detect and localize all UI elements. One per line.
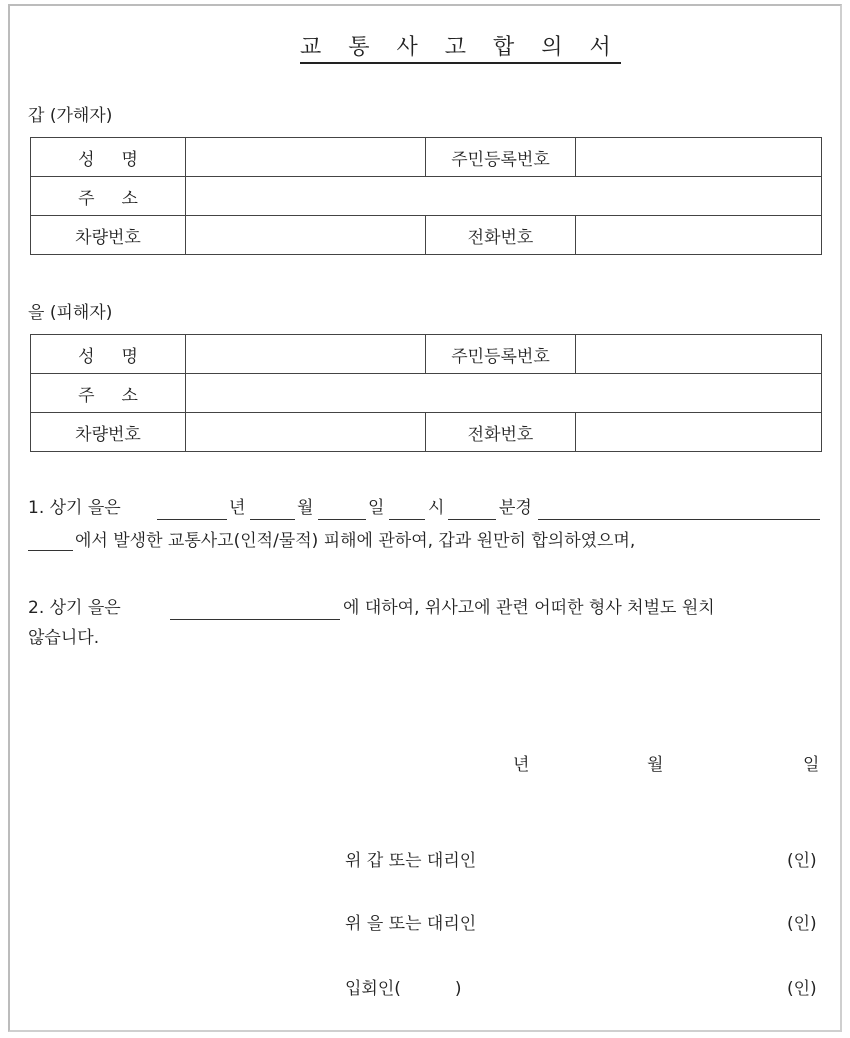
signature-party-b-label: 위 을 또는 대리인 <box>345 914 477 934</box>
party-a-id-label: 주민등록번호 <box>426 138 576 177</box>
party-b-phone-field[interactable] <box>576 413 822 452</box>
clause1-minute-label: 분경 <box>499 498 532 518</box>
clause1-line2: 에서 발생한 교통사고(인적/물적) 피해에 관하여, 갑과 원만히 합의하였으며, <box>75 531 636 551</box>
clause1-day-label: 일 <box>368 498 385 518</box>
party-a-vehicle-label: 차량번호 <box>31 216 186 255</box>
party-b-address-field[interactable] <box>186 374 822 413</box>
date-month-label: 월 <box>647 755 664 775</box>
document-title: 교 통 사 고 합 의 서 <box>300 30 621 64</box>
clause2-amount-blank[interactable] <box>170 619 340 620</box>
clause1-year-label: 년 <box>229 498 246 518</box>
signature-party-a-label: 위 갑 또는 대리인 <box>345 851 477 871</box>
party-a-table <box>30 137 822 255</box>
party-b-heading: 을 (피해자) <box>28 303 113 323</box>
party-a-name-label: 성 명 <box>31 138 186 177</box>
signature-party-b-seal[interactable]: (인) <box>787 914 817 934</box>
clause1-minute-blank[interactable] <box>448 519 496 520</box>
clause2-line2: 않습니다. <box>28 628 100 648</box>
signature-witness-label: 입회인( ) <box>345 979 462 999</box>
party-a-name-field[interactable] <box>186 138 426 177</box>
party-a-vehicle-field[interactable] <box>186 216 426 255</box>
clause2-suffix: 에 대하여, 위사고에 관련 어떠한 형사 처벌도 원치 <box>343 598 715 618</box>
party-b-id-field[interactable] <box>576 335 822 374</box>
clause1-place-blank[interactable] <box>538 519 820 520</box>
party-b-name-field[interactable] <box>186 335 426 374</box>
party-b-table <box>30 334 822 452</box>
party-b-phone-label: 전화번호 <box>426 413 576 452</box>
clause1-month-blank[interactable] <box>250 519 295 520</box>
party-b-name-label: 성 명 <box>31 335 186 374</box>
clause2-prefix: 2. 상기 을은 <box>28 598 121 618</box>
party-b-id-label: 주민등록번호 <box>426 335 576 374</box>
signature-witness-seal[interactable]: (인) <box>787 979 817 999</box>
party-a-heading: 갑 (가해자) <box>28 106 113 126</box>
clause1-month-label: 월 <box>297 498 314 518</box>
clause1-prefix: 1. 상기 을은 <box>28 498 121 518</box>
party-b-vehicle-field[interactable] <box>186 413 426 452</box>
party-b-vehicle-label: 차량번호 <box>31 413 186 452</box>
clause1-place-blank-cont[interactable] <box>28 550 73 551</box>
party-a-phone-field[interactable] <box>576 216 822 255</box>
clause1-hour-label: 시 <box>428 498 445 518</box>
clause1-year-blank[interactable] <box>157 519 227 520</box>
party-a-address-field[interactable] <box>186 177 822 216</box>
date-day-label: 일 <box>803 755 820 775</box>
date-year-label: 년 <box>513 755 530 775</box>
party-a-id-field[interactable] <box>576 138 822 177</box>
party-a-phone-label: 전화번호 <box>426 216 576 255</box>
party-a-address-label: 주 소 <box>31 177 186 216</box>
clause1-hour-blank[interactable] <box>389 519 425 520</box>
party-b-address-label: 주 소 <box>31 374 186 413</box>
signature-party-a-seal[interactable]: (인) <box>787 851 817 871</box>
clause1-day-blank[interactable] <box>318 519 366 520</box>
